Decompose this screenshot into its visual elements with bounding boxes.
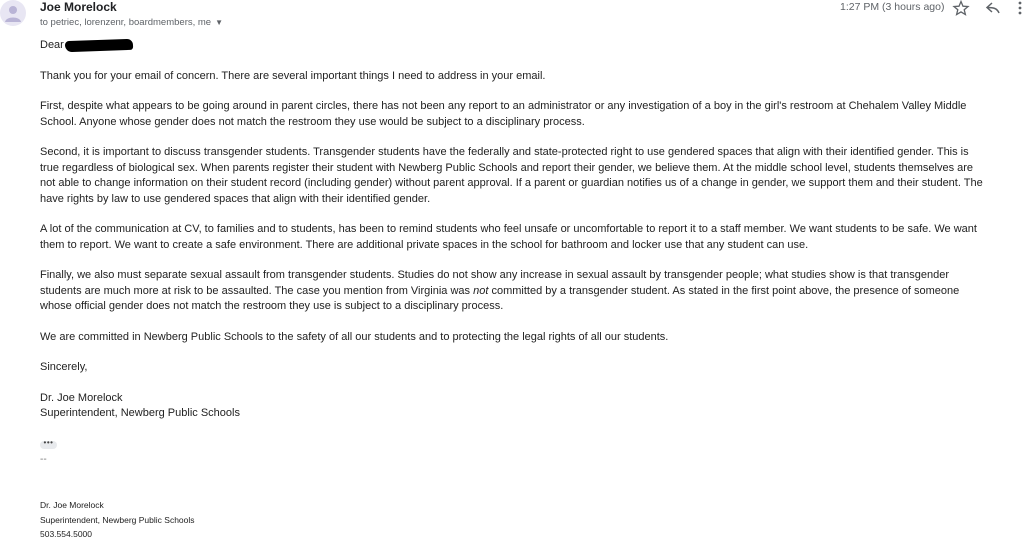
paragraph-5-line: whose official gender does not match the restroom they use is subject to a disciplinary process.	[40, 300, 504, 312]
recipients-text: to petriec, lorenzenr, boardmembers, me	[40, 17, 212, 28]
signature-separator: --	[40, 454, 47, 465]
signature-phone: 503.554.5000	[40, 529, 92, 539]
paragraph-4-line: them to report. We want to create a safe environment. There are additional private spaces in the school for bathroom and locker use that any student can use.	[40, 238, 809, 251]
redaction-mark	[65, 39, 133, 52]
star-icon[interactable]	[952, 0, 970, 16]
email-body	[40, 38, 1024, 422]
paragraph-6: We are committed in Newberg Public Schools to the safety of all our students and to protecting the legal rights of all our students.	[40, 330, 669, 343]
recipients-line	[40, 17, 223, 29]
paragraph-3-line: not able to change information on their student record (including gender) without parent approval. If a parent or guardian notifies us of a change in gender, we support them and their student. The	[40, 177, 983, 189]
more-vert-icon[interactable]	[1012, 0, 1024, 16]
paragraph-3-line: true regardless of biological sex. When parents register their student with Newberg Public Schools and report their gender, we believe them. At the middle school level, students themselves are	[40, 161, 974, 174]
greeting-line	[40, 38, 1024, 54]
paragraph-4-line: A lot of the communication at CV, to families and to students, has been to remind students who feel unsafe or uncomfortable to report it to a staff member. We want students to be safe. We want	[40, 223, 977, 235]
sign-title: Superintendent, Newberg Public Schools	[40, 407, 240, 419]
show-trimmed-content-button[interactable]: •••	[40, 441, 57, 449]
person-icon	[0, 0, 26, 26]
p5-text-before: students are much more at risk to be assaulted. The case you mention from Virginia was	[40, 284, 474, 297]
paragraph-2-line: First, despite what appears to be going around in parent circles, there has not been any report to an administrator or any investigation of a boy in the girl's restroom at Chehalem Valley Middle	[40, 100, 967, 112]
sign-name: Dr. Joe Morelock	[40, 391, 123, 404]
paragraph-5-line	[40, 284, 1024, 300]
email-time: 1:27 PM (3 hours ago)	[840, 1, 945, 13]
paragraph-1: Thank you for your email of concern. There are several important things I need to address in your email.	[40, 69, 546, 82]
reply-icon[interactable]	[984, 0, 1002, 16]
signature-title: Superintendent, Newberg Public Schools	[40, 514, 195, 525]
p5-text-after: committed by a transgender student. As stated in the first point above, the presence of someone	[488, 284, 960, 297]
closing: Sincerely,	[40, 361, 88, 373]
paragraph-3-line: Second, it is important to discuss transgender students. Transgender students have the federally and state-protected right to use gendered spaces that align with their identified gender. This is	[40, 146, 969, 158]
paragraph-3-line: have rights by law to use gendered spaces that align with their identified gender.	[40, 192, 431, 205]
sender-avatar[interactable]	[0, 0, 26, 26]
caret-down-icon[interactable]: ▼	[215, 18, 224, 27]
sender-name[interactable]: Joe Morelock	[40, 0, 117, 14]
paragraph-5-line: Finally, we also must separate sexual assault from transgender students. Studies do not show any increase in sexual assault by transgender people; what studies show is that transgender	[40, 269, 950, 281]
paragraph-2-line: School. Anyone whose gender does not match the restroom they use would be subject to a disciplinary process.	[40, 115, 585, 128]
greeting: Dear	[40, 39, 64, 51]
p5-italic: not	[473, 284, 489, 297]
signature-name: Dr. Joe Morelock	[40, 500, 104, 510]
email-signature	[40, 498, 195, 542]
